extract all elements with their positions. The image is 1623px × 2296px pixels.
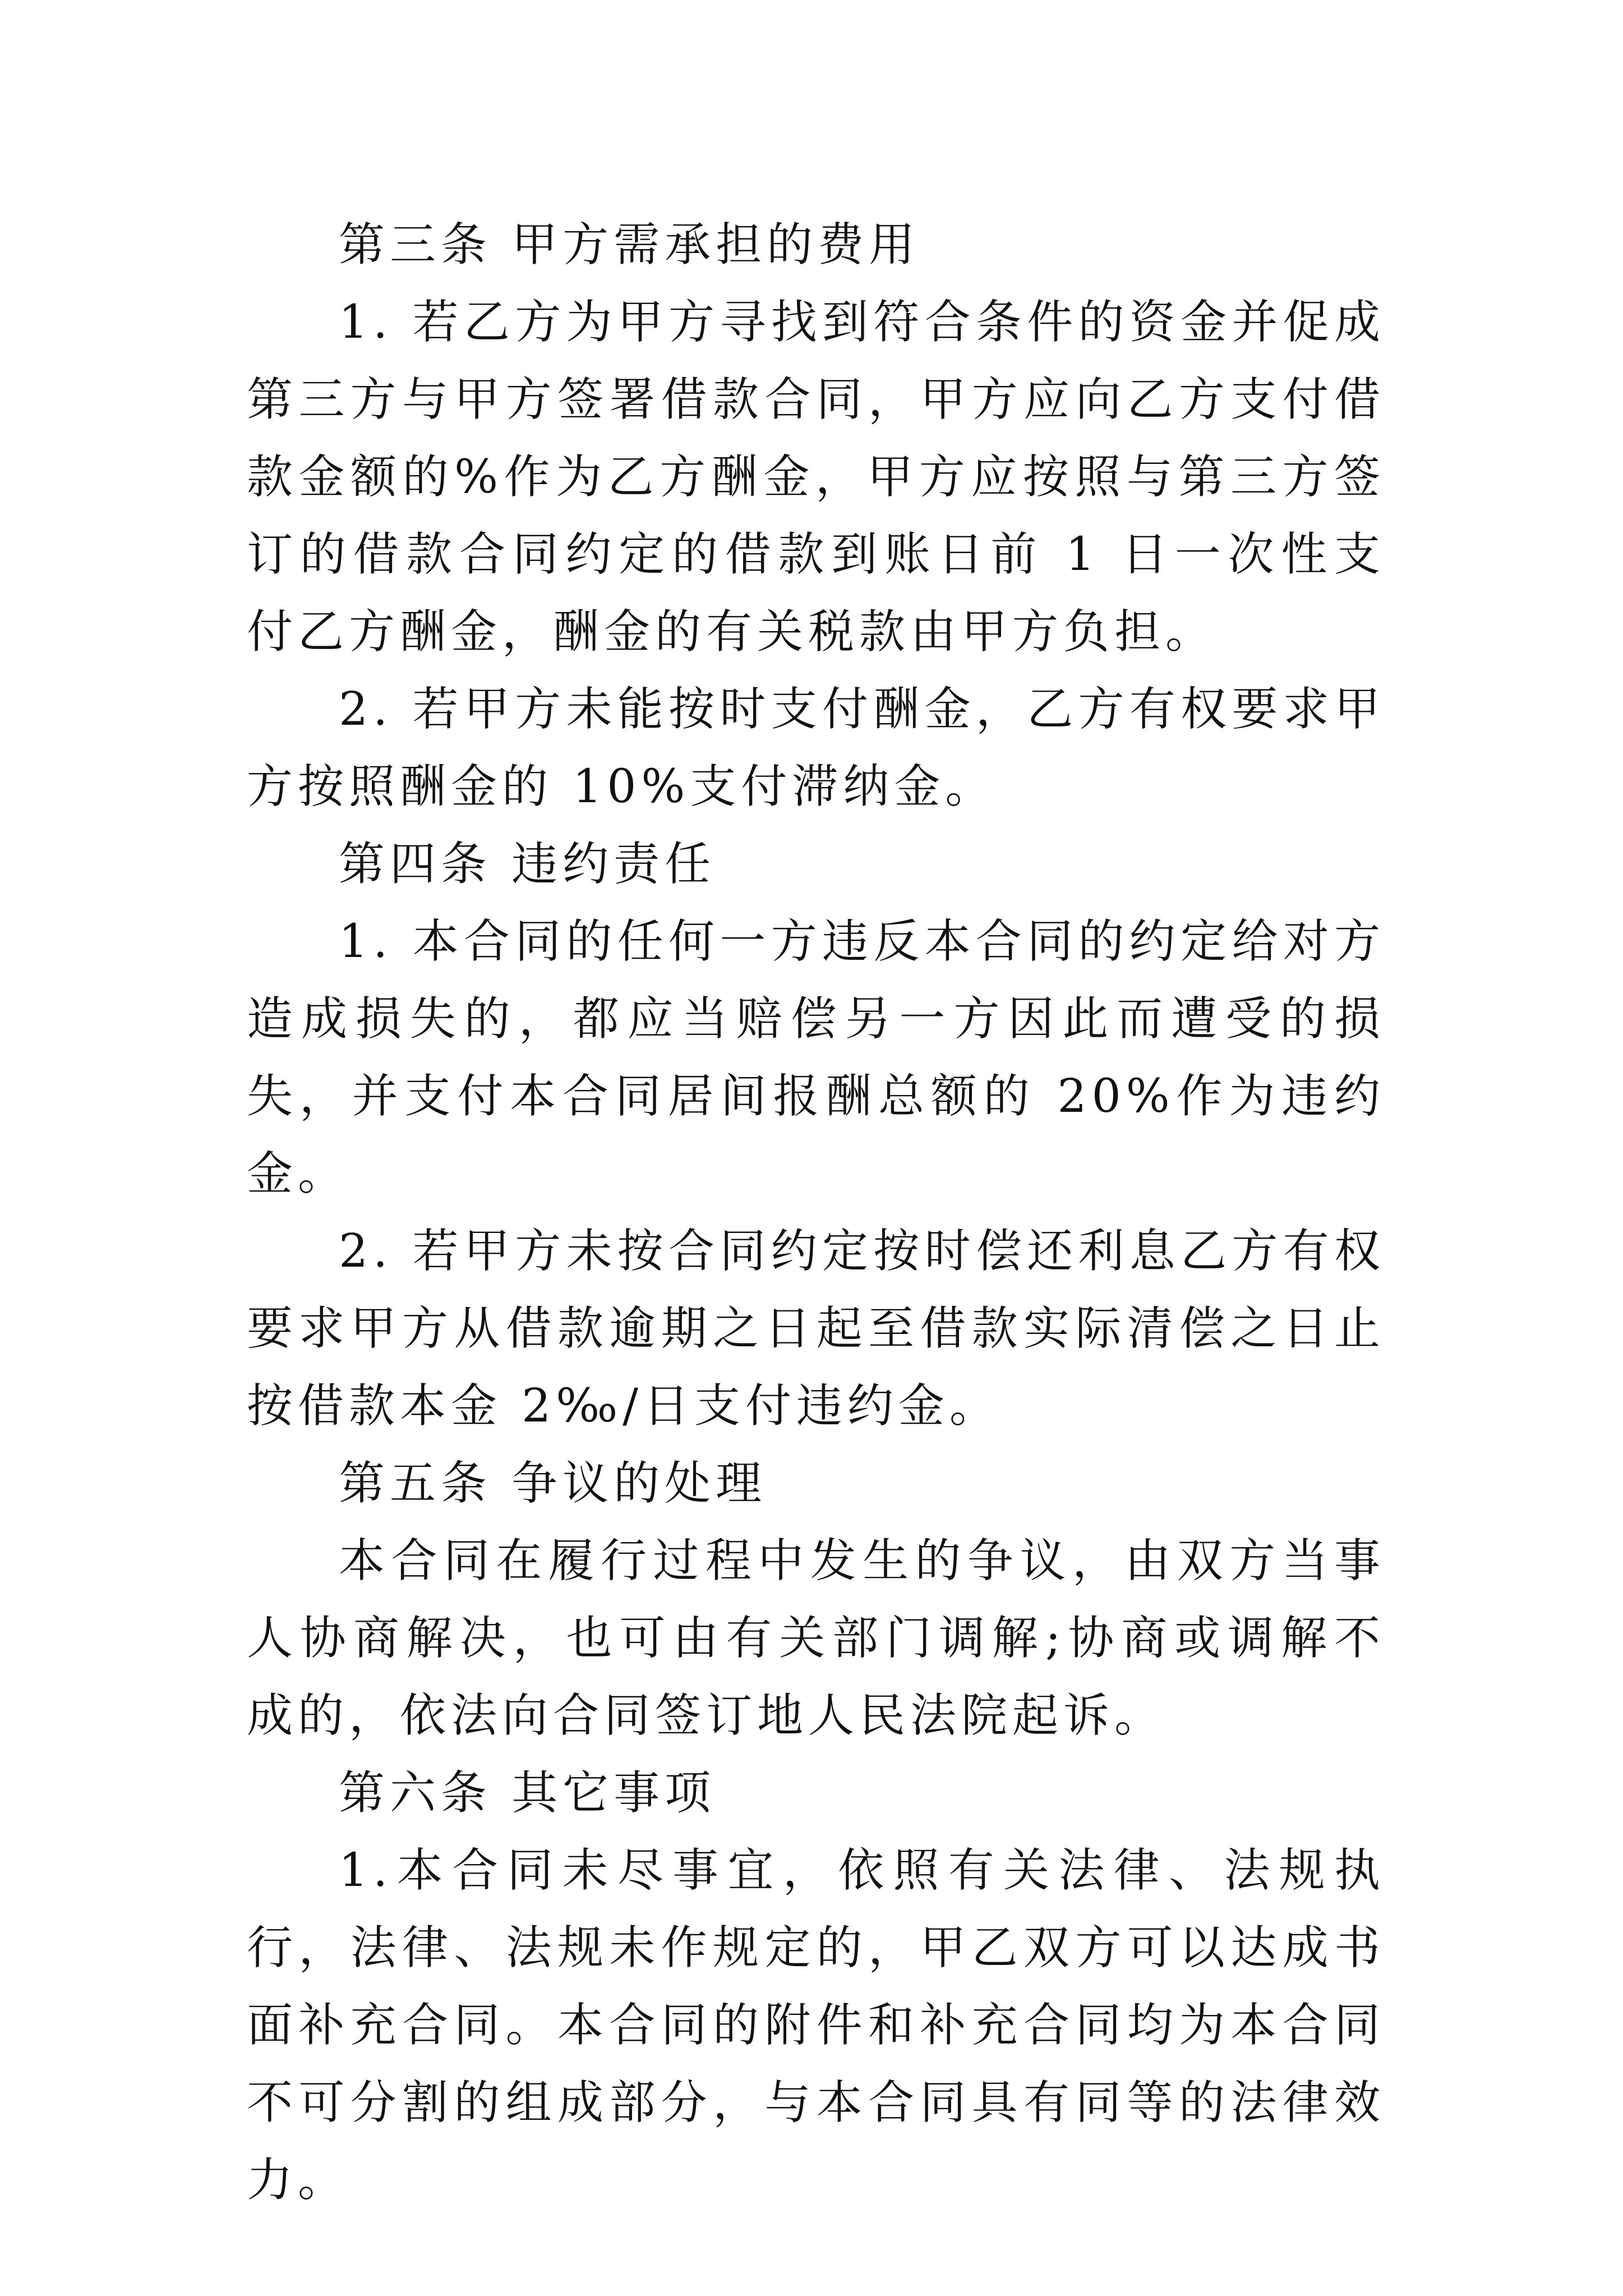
article-4-heading: 第四条 违约责任	[339, 838, 716, 891]
article-3-clause-1: 1. 若乙方为甲方寻找到符合条件的资金并促成第三方与甲方签署借款合同，甲方应向乙方支付借款金额的%作为乙方酬金，甲方应按照与第三方签订的借款合同约定的借款到账日前 1 日一次性支付乙方酬金，酬金的有关税款由甲方负担。	[247, 296, 1385, 659]
article-3-clause-2: 2. 若甲方未能按时支付酬金，乙方有权要求甲方按照酬金的 10%支付滞纳金。	[247, 683, 1385, 813]
article-5-heading: 第五条 争议的处理	[339, 1457, 767, 1510]
article-6-heading: 第六条 其它事项	[339, 1766, 716, 1820]
document-body	[247, 206, 1385, 2219]
article-5-body: 本合同在履行过程中发生的争议，由双方当事人协商解决，也可由有关部门调解;协商或调解不成的，依法向合同签订地人民法院起诉。	[247, 1534, 1385, 1742]
article-6-clause-1: 1.本合同未尽事宜，依照有关法律、法规执行，法律、法规未作规定的，甲乙双方可以达成书面补充合同。本合同的附件和补充合同均为本合同不可分割的组成部分，与本合同具有同等的法律效力。	[247, 1844, 1385, 2207]
article-4-clause-2: 2. 若甲方未按合同约定按时偿还利息乙方有权要求甲方从借款逾期之日起至借款实际清偿之日止按借款本金 2‰/日支付违约金。	[247, 1225, 1385, 1433]
article-4-clause-1: 1. 本合同的任何一方违反本合同的约定给对方造成损失的，都应当赔偿另一方因此而遭受的损失，并支付本合同居间报酬总额的 20%作为违约金。	[247, 915, 1385, 1200]
article-3-heading: 第三条 甲方需承担的费用	[339, 218, 920, 272]
